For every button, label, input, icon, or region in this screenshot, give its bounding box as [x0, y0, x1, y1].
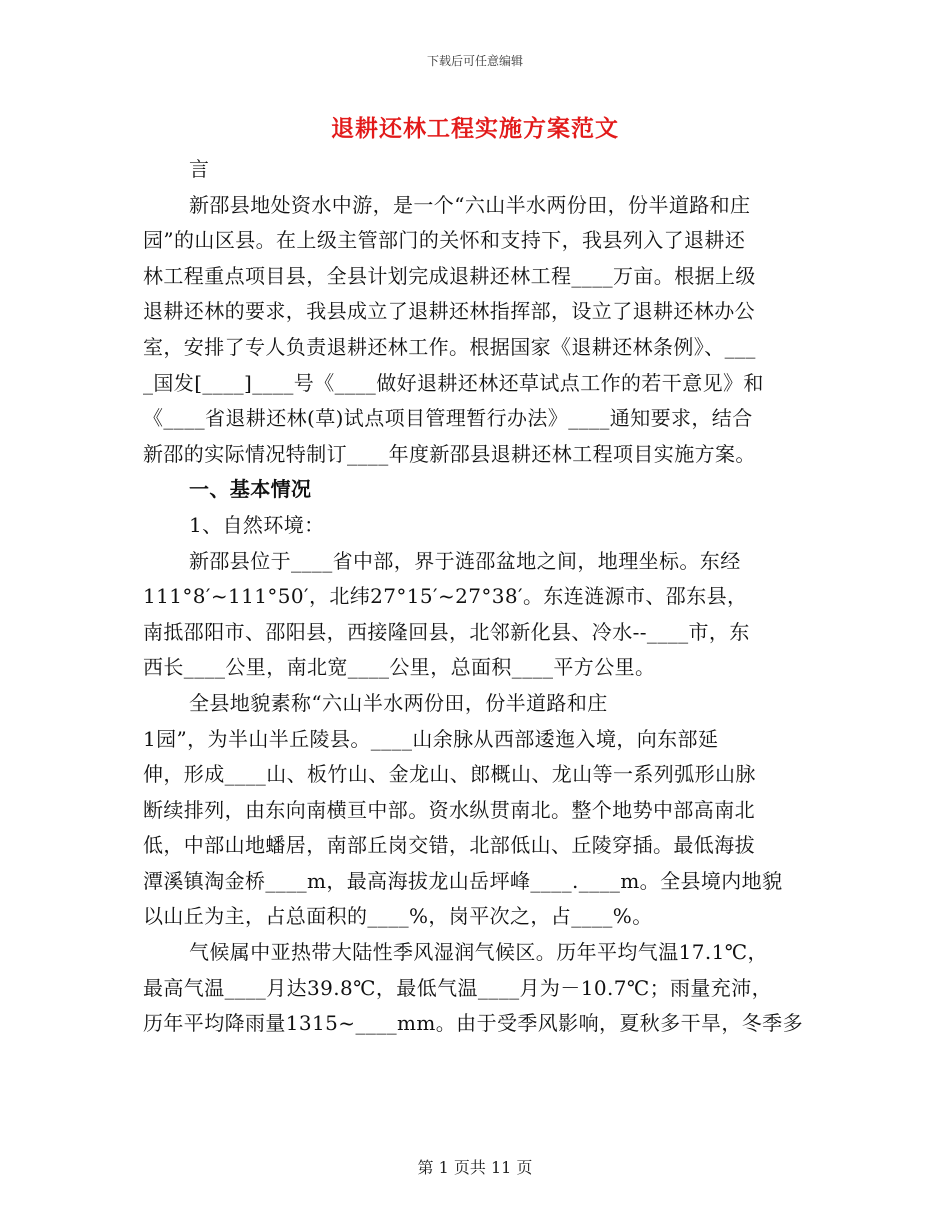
paragraph-line: 新邵县地处资水中游，是一个“六山半水两份田，份半道路和庄	[189, 192, 751, 217]
paragraph-line: 园”的山区县。在上级主管部门的关怀和支持下，我县列入了退耕还	[143, 228, 746, 253]
paragraph-line: 全县地貌素称“六山半水两份田，份半道路和庄	[189, 690, 608, 715]
document-body	[143, 152, 833, 1042]
page-number: 第 1 页共 11 页	[417, 1158, 533, 1177]
paragraph-line: 潭溪镇淘金桥____m，最高海拔龙山岳坪峰____.____m。全县境内地貌	[143, 868, 783, 893]
paragraph-line: 林工程重点项目县，全县计划完成退耕还林工程____万亩。根据上级	[143, 263, 756, 288]
paragraph-line: 室，安排了专人负责退耕还林工作。根据国家《退耕还林条例》、___	[143, 334, 756, 359]
paragraph-line: 1园”，为半山半丘陵县。____山余脉从西部逶迤入境，向东部延	[143, 726, 719, 751]
paragraph-line: 《____省退耕还林(草)试点项目管理暂行办法》____通知要求，结合	[143, 406, 753, 431]
preface-heading: 言	[189, 157, 210, 181]
paragraph-line: 低，中部山地蟠居，南部丘岗交错，北部低山、丘陵穿插。最低海拔	[143, 833, 755, 858]
paragraph-line: 历年平均降雨量1315~____mm。由于受季风影响，夏秋多干旱，冬季多	[143, 1011, 803, 1036]
subsection-heading: 1、自然环境：	[189, 512, 325, 537]
paragraph-line: 南抵邵阳市、邵阳县，西接隆回县，北邻新化县、冷水--____市，东	[143, 619, 750, 644]
paragraph-line: 新邵县位于____省中部，界于涟邵盆地之间，地理坐标。东经	[189, 548, 741, 573]
paragraph-line: 退耕还林的要求，我县成立了退耕还林指挥部，设立了退耕还林办公	[143, 299, 755, 324]
document-title: 退耕还林工程实施方案范文	[331, 115, 619, 142]
page-header-note: 下载后可任意编辑	[426, 54, 523, 68]
paragraph-line: 111°8′~111°50′，北纬27°15′~27°38′。东连涟源市、邵东县，	[143, 584, 748, 609]
paragraph-line: 伸，形成____山、板竹山、金龙山、郎概山、龙山等一系列弧形山脉	[143, 762, 756, 787]
paragraph-line: 最高气温____月达39.8℃，最低气温____月为－10.7℃；雨量充沛，	[143, 975, 773, 1000]
paragraph-line: 西长____公里，南北宽____公里，总面积____平方公里。	[143, 655, 656, 680]
section-heading: 一、基本情况	[189, 477, 312, 502]
paragraph-line: 新邵的实际情况特制订____年度新邵县退耕还林工程项目实施方案。	[143, 441, 756, 466]
paragraph-line: 以山丘为主，占总面积的____%，岗平次之，占____%。	[143, 904, 653, 929]
paragraph-line: 断续排列，由东向南横亘中部。资水纵贯南北。整个地势中部高南北	[143, 797, 755, 822]
paragraph-line: 气候属中亚热带大陆性季风湿润气候区。历年平均气温17.1℃，	[189, 940, 768, 965]
paragraph-line: _国发[____]____号《____做好退耕还林还草试点工作的若干意见》和	[143, 370, 764, 395]
